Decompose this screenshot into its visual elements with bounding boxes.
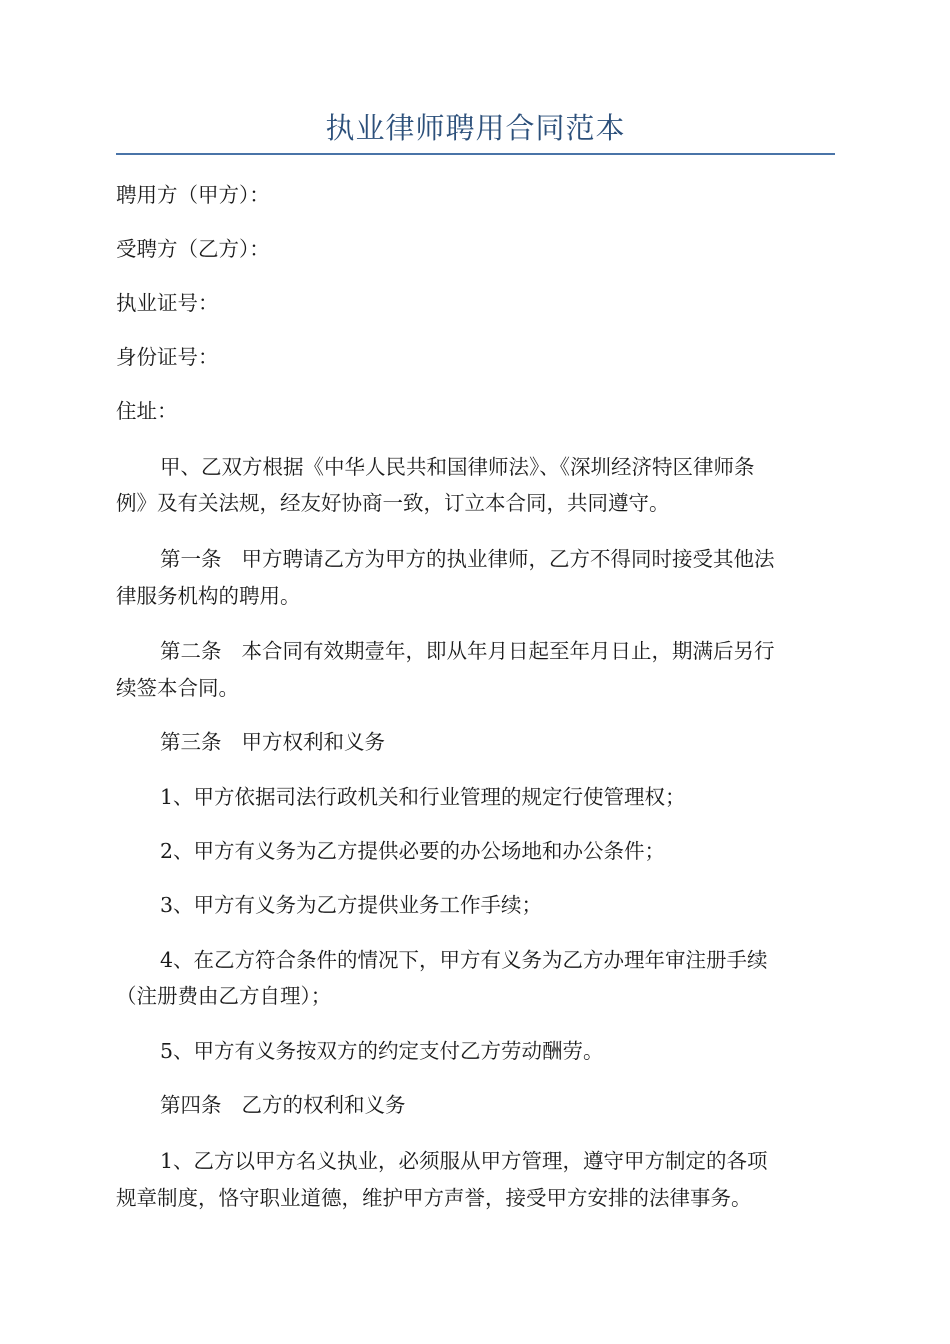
article-4-item-1-line-2: 规章制度，恪守职业道德，维护甲方声誉，接受甲方安排的法律事务。 (116, 1186, 752, 1210)
title-underline (116, 153, 835, 155)
article-3-title: 甲方权利和义务 (241, 730, 385, 754)
article-2-line-1 (116, 632, 835, 670)
article-3-item-2: 2、甲方有义务为乙方提供必要的办公场地和办公条件； (160, 839, 666, 863)
article-1-label: 第一条 (160, 547, 222, 571)
article-4-item-1-line-1: 1、乙方以甲方名义执业，必须服从甲方管理，遵守甲方制定的各项 (160, 1149, 768, 1173)
article-2-text: 本合同有效期壹年，即从年月日起至年月日止，期满后另行 (241, 639, 775, 663)
article-3-item-3: 3、甲方有义务为乙方提供业务工作手续； (160, 893, 543, 917)
article-4-label: 第四条 (160, 1093, 222, 1117)
article-4-heading (116, 1086, 835, 1124)
article-3-item-4-line-1: 4、在乙方符合条件的情况下，甲方有义务为乙方办理年审注册手续 (160, 948, 768, 972)
article-3-item-1: 1、甲方依据司法行政机关和行业管理的规定行使管理权； (160, 785, 686, 809)
document-title: 执业律师聘用合同范本 (325, 111, 626, 145)
article-1-line-2: 律服务机构的聘用。 (116, 584, 301, 608)
article-3-label: 第三条 (160, 730, 222, 754)
article-3-heading (116, 723, 835, 761)
field-employee: 受聘方（乙方）： (116, 237, 270, 261)
field-address: 住址： (116, 399, 178, 423)
article-3-item-5: 5、甲方有义务按双方的约定支付乙方劳动酬劳。 (160, 1039, 604, 1063)
preamble-line-2: 例》及有关法规，经友好协商一致，订立本合同，共同遵守。 (116, 491, 670, 515)
article-1-line-1 (116, 540, 835, 578)
article-4-title: 乙方的权利和义务 (241, 1093, 406, 1117)
field-employer: 聘用方（甲方）： (116, 183, 270, 207)
preamble-line-1: 甲、乙双方根据《中华人民共和国律师法》、《深圳经济特区律师条 (160, 455, 755, 479)
article-2-line-2: 续签本合同。 (116, 676, 239, 700)
field-license-no: 执业证号： (116, 291, 219, 315)
field-id-no: 身份证号： (116, 345, 219, 369)
article-1-text: 甲方聘请乙方为甲方的执业律师，乙方不得同时接受其他法 (241, 547, 775, 571)
article-2-label: 第二条 (160, 639, 222, 663)
article-3-item-4-line-2: （注册费由乙方自理）； (116, 984, 332, 1008)
